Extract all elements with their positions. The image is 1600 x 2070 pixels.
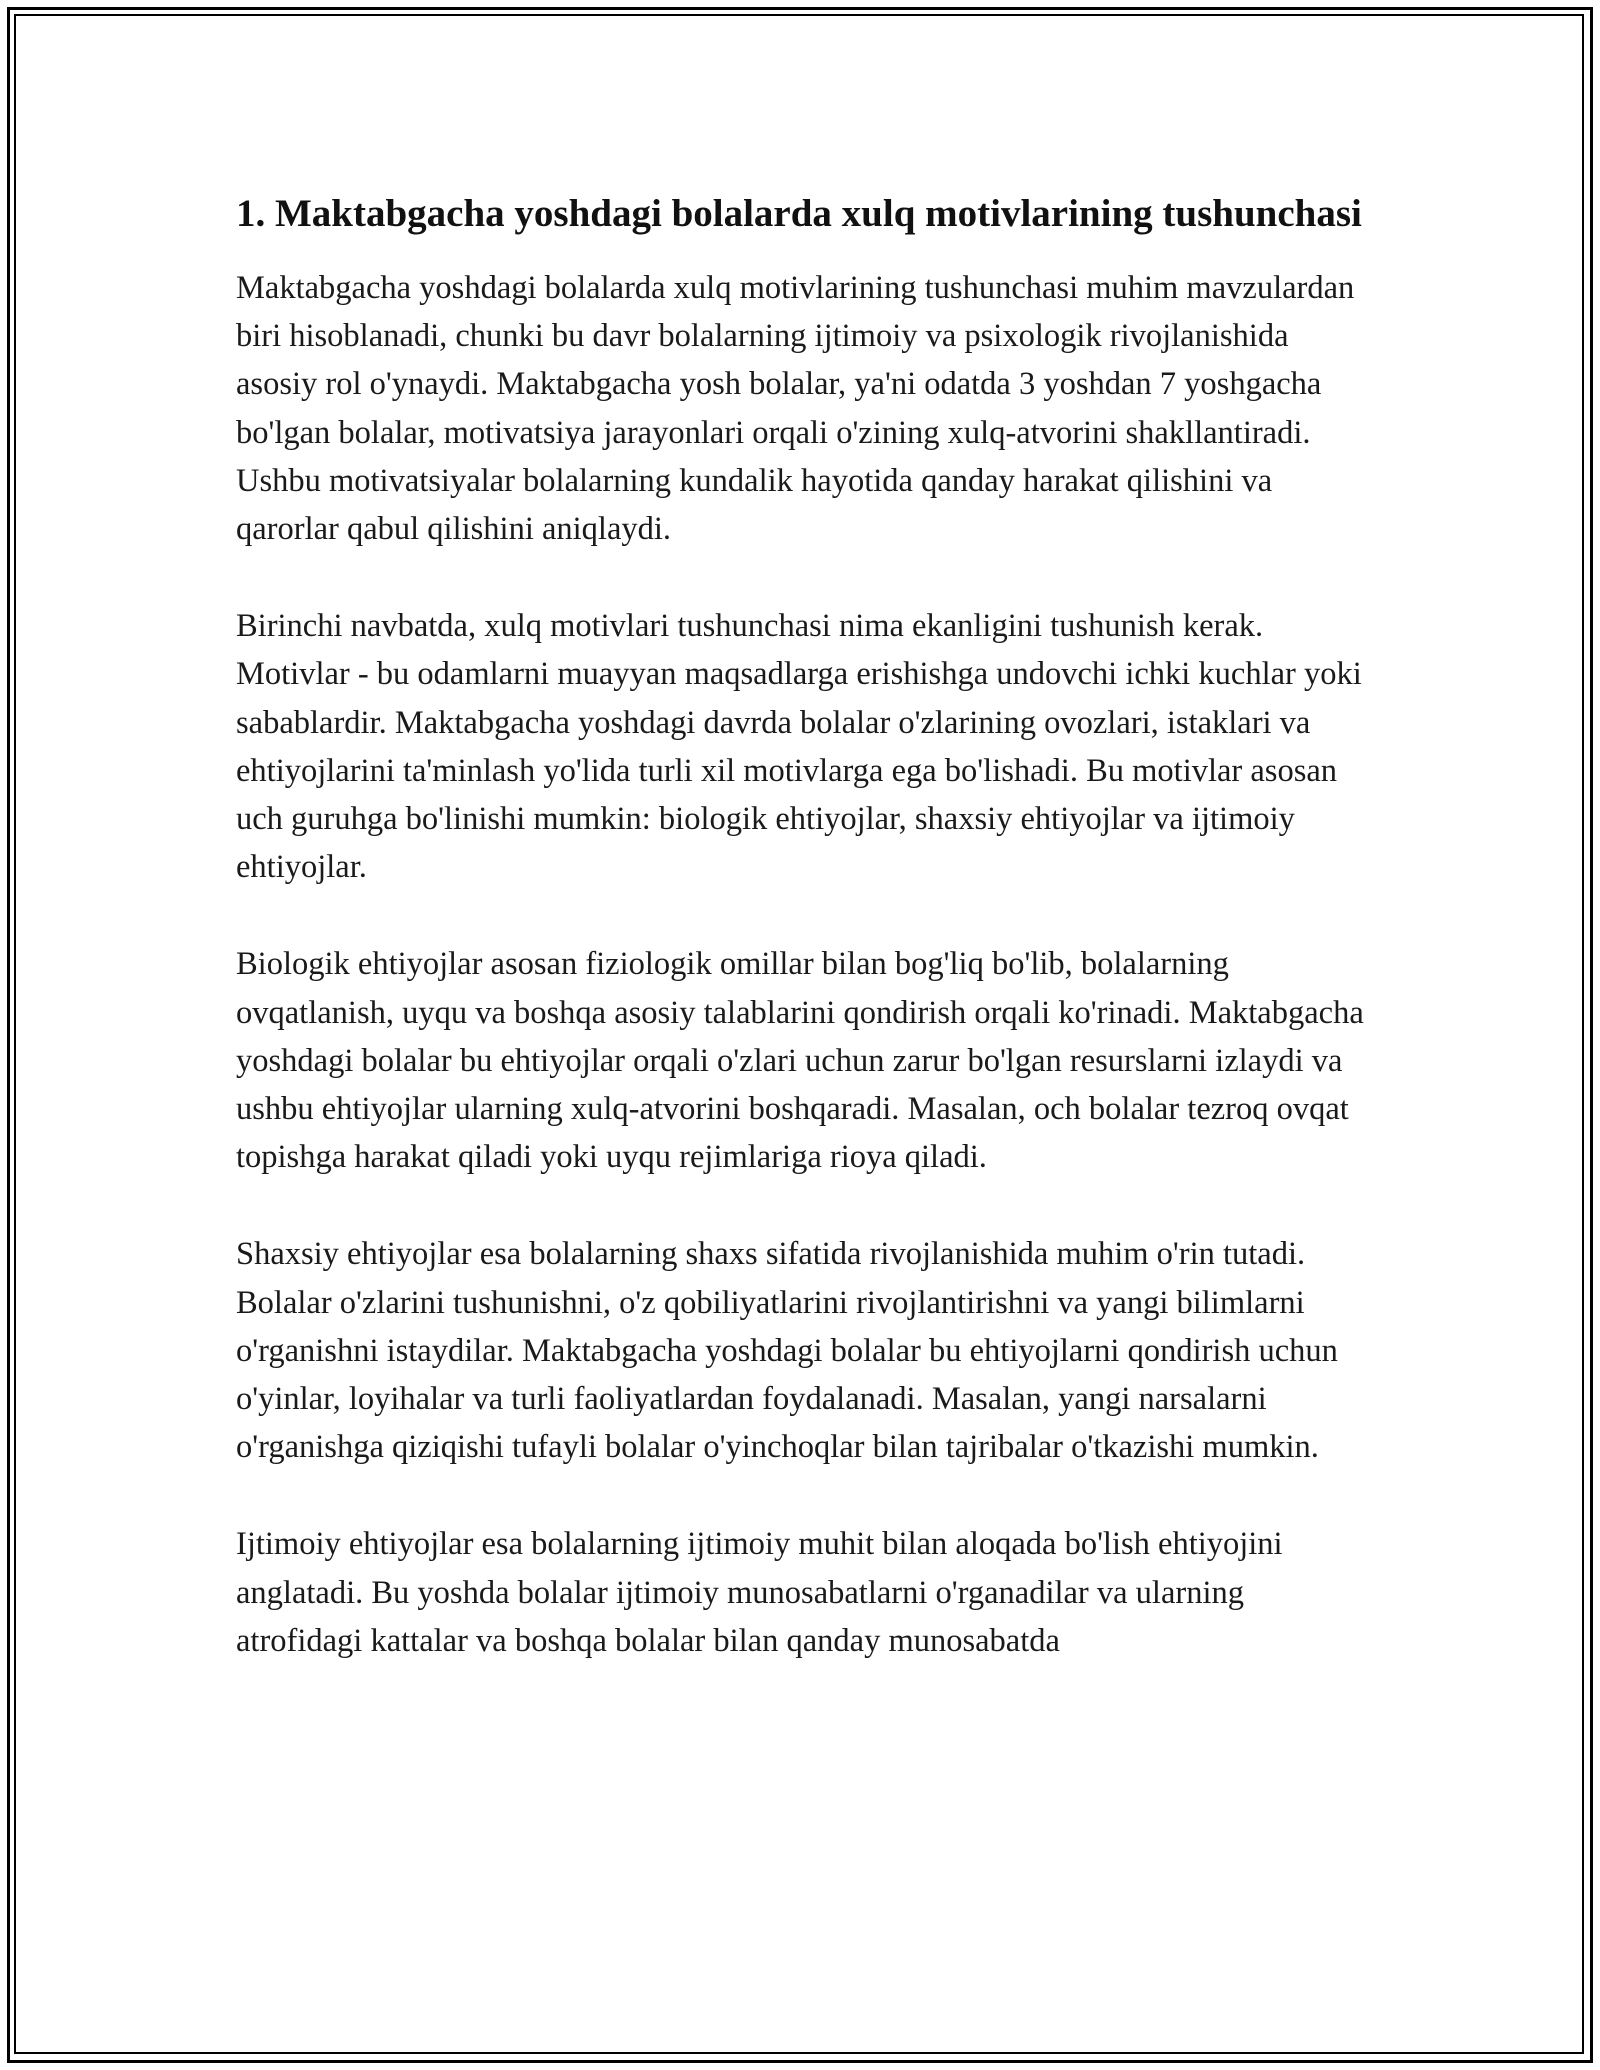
paragraph-social-needs: Ijtimoiy ehtiyojlar esa bolalarning ijtimoiy muhit bilan aloqada bo'lish ehtiyojini anglatadi. Bu yoshda bolalar ijtimoiy munosabatlarni o'rganadilar va ularning atrofidagi kattalar va boshqa bolalar bilan qanday munosabatda bbox=[236, 1526, 1283, 1659]
section-heading: 1. Maktabgacha yoshdagi bolalarda xulq motivlarining tushunchasi bbox=[236, 192, 1362, 235]
paragraph-motives-definition: Birinchi navbatda, xulq motivlari tushunchasi nima ekanligini tushunish kerak. Motivlar - bu odamlarni muayyan maqsadlarga erishishga undovchi ichki kuchlar yoki sabablardir. Maktabgacha yoshdagi davrda bolalar o'zlarining ovozlari, istaklari va ehtiyojlarini ta'minlash yo'lida turli xil motivlarga ega bo'lishadi. Bu motivlar asosan uch guruhga bo'linishi mumkin: biologik ehtiyojlar, shaxsiy ehtiyojlar va ijtimoiy ehtiyojlar. bbox=[236, 608, 1362, 886]
paragraph-personal-needs: Shaxsiy ehtiyojlar esa bolalarning shaxs sifatida rivojlanishida muhim o'rin tutadi. Bolalar o'zlarini tushunishni, o'z qobiliyatlarini rivojlantirishni va yangi bilimlarni o'rganishni istaydilar. Maktabgacha yoshdagi bolalar bu ehtiyojlarni qondirish uchun o'yinlar, loyihalar va turli faoliyatlardan foydalanadi. Masalan, yangi narsalarni o'rganishga qiziqishi tufayli bolalar o'yinchoqlar bilan tajribalar o'tkazishi mumkin. bbox=[236, 1236, 1338, 1466]
paragraph-biological-needs: Biologik ehtiyojlar asosan fiziologik omillar bilan bog'liq bo'lib, bolalarning ovqatlanish, uyqu va boshqa asosiy talablarini qondirish orqali ko'rinadi. Maktabgacha yoshdagi bolalar bu ehtiyojlar orqali o'zlari uchun zarur bo'lgan resurslarni izlaydi va ushbu ehtiyojlar ularning xulq-atvorini boshqaradi. Masalan, och bolalar tezroq ovqat topishga harakat qiladi yoki uyqu rejimlariga rioya qiladi. bbox=[236, 946, 1364, 1176]
paragraph-intro: Maktabgacha yoshdagi bolalarda xulq motivlarining tushunchasi muhim mavzulardan biri hisoblanadi, chunki bu davr bolalarning ijtimoiy va psixologik rivojlanishida asosiy rol o'ynaydi. Maktabgacha yosh bolalar, ya'ni odatda 3 yoshdan 7 yoshgacha bo'lgan bolalar, motivatsiya jarayonlari orqali o'zining xulq-atvorini shakllantiradi. Ushbu motivatsiyalar bolalarning kundalik hayotida qanday harakat qilishini va qarorlar qabul qilishini aniqlaydi. bbox=[236, 270, 1355, 548]
document-body bbox=[236, 186, 1376, 1665]
